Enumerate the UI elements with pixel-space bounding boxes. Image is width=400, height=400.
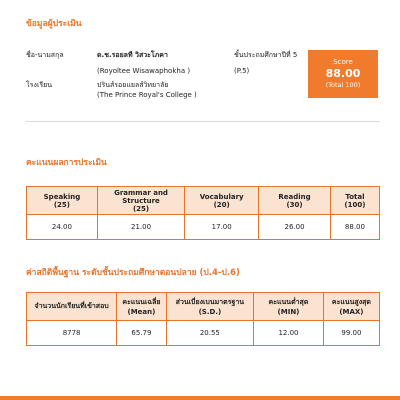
header-reading [259, 187, 331, 215]
cell-sd: 20.55 [166, 321, 253, 346]
header-sd [166, 293, 253, 321]
school-name-english: (The Prince Royal's College ) [97, 91, 197, 99]
header-vocabulary [185, 187, 259, 215]
header-student-count [27, 293, 117, 321]
header-speaking [27, 187, 98, 215]
header-line1: Speaking [43, 192, 81, 201]
student-name-thai: ด.ช.รอยลที วิสวะโภคา [97, 51, 168, 59]
header-line1: Grammar and Structure [114, 188, 168, 205]
score-table-row [27, 215, 380, 240]
header-line1: คะแนนสูงสุด [331, 298, 371, 306]
cell-mean: 65.79 [117, 321, 166, 346]
score-table-header-row [27, 187, 380, 215]
header-line1: คะแนนต่ำสุด [268, 298, 309, 306]
bottom-accent-bar [0, 396, 400, 400]
grade-code: (P.5) [234, 67, 250, 75]
cell-total: 88.00 [330, 215, 379, 240]
header-line2: (25) [132, 204, 150, 213]
name-label: ชื่อ-นามสกุล [26, 51, 64, 59]
score-table [26, 186, 380, 240]
header-total [330, 187, 379, 215]
header-grammar [97, 187, 184, 215]
cell-max: 99.00 [323, 321, 379, 346]
header-line1: จำนวนนักเรียนที่เข้าสอบ [34, 302, 109, 310]
header-line2: (100) [344, 200, 366, 209]
cell-reading: 26.00 [259, 215, 331, 240]
header-line1: ส่วนเบี่ยงเบนมาตรฐาน [175, 298, 245, 306]
header-line1: Vocabulary [199, 192, 244, 201]
cell-min: 12.00 [254, 321, 324, 346]
header-line2: (S.D.) [198, 308, 222, 316]
header-line1: Reading [278, 192, 311, 201]
header-mean [117, 293, 166, 321]
section-divider [26, 121, 380, 122]
header-line1: Total [345, 192, 365, 201]
school-label: โรงเรียน [26, 81, 52, 89]
header-line2: (Mean) [127, 308, 156, 316]
score-label: Score [333, 58, 353, 66]
student-info-title: ข้อมูลผู้ประเมิน [26, 19, 82, 29]
cell-vocabulary: 17.00 [185, 215, 259, 240]
cell-speaking: 24.00 [27, 215, 98, 240]
header-line2: (30) [286, 200, 303, 209]
score-box [308, 50, 378, 98]
header-line2: (20) [213, 200, 230, 209]
cell-grammar: 21.00 [97, 215, 184, 240]
stats-table [26, 292, 380, 346]
header-max [323, 293, 379, 321]
score-section-title: คะแนนผลการประเมิน [26, 158, 107, 168]
cell-student-count: 8778 [27, 321, 117, 346]
score-value: 88.00 [325, 67, 361, 80]
header-line1: คะแนนเฉลี่ย [122, 298, 161, 306]
stats-table-row [27, 321, 380, 346]
header-line2: (MIN) [277, 308, 300, 316]
header-line2: (MAX) [339, 308, 364, 316]
student-name-english: (Royoltee Wisawaphokha ) [97, 67, 191, 75]
stats-section-title: ค่าสถิติพื้นฐาน ระดับชั้นประถมศึกษาตอนปลาย (ป.4-ป.6) [26, 268, 240, 278]
score-total: (Total 100) [325, 81, 361, 89]
header-line2: (25) [53, 200, 70, 209]
school-name-thai: ปรินส์รอยแยลส์วิทยาลัย [97, 81, 169, 89]
header-min [254, 293, 324, 321]
grade-thai: ชั้นประถมศึกษาปีที่ 5 [234, 51, 298, 59]
stats-table-header-row [27, 293, 380, 321]
